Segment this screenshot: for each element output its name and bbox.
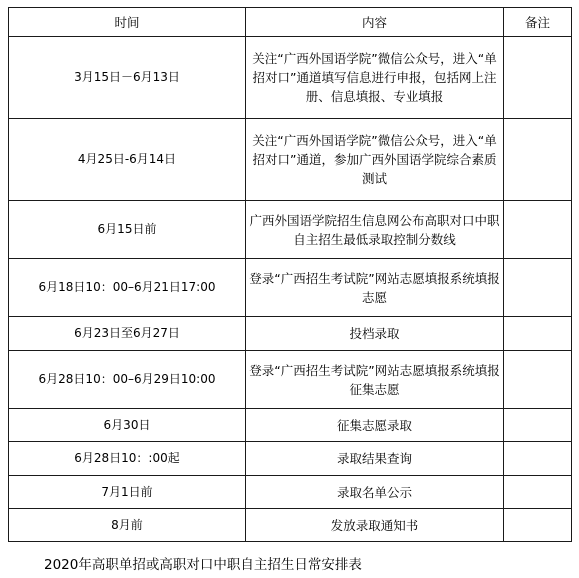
table-caption: 2020年高职单招或高职对口中职自主招生日常安排表 bbox=[44, 557, 362, 573]
content-cell: 发放录取通知书 bbox=[246, 509, 504, 542]
content-cell: 投档录取 bbox=[246, 317, 504, 351]
table-row bbox=[9, 37, 572, 119]
table-row bbox=[9, 259, 572, 317]
table-row bbox=[9, 442, 572, 476]
time-cell: 8月前 bbox=[9, 509, 246, 542]
table-row bbox=[9, 201, 572, 259]
content-cell: 登录“广西招生考试院”网站志愿填报系统填报征集志愿 bbox=[246, 351, 504, 409]
header-content: 内容 bbox=[246, 8, 504, 37]
time-cell: 6月18日10：00–6月21日17:00 bbox=[9, 259, 246, 317]
time-cell: 7月1日前 bbox=[9, 476, 246, 509]
time-cell: 6月23日至6月27日 bbox=[9, 317, 246, 351]
table-row bbox=[9, 476, 572, 509]
note-cell bbox=[504, 119, 572, 201]
note-cell bbox=[504, 351, 572, 409]
note-cell bbox=[504, 476, 572, 509]
note-cell bbox=[504, 509, 572, 542]
header-row bbox=[9, 8, 572, 37]
table-row bbox=[9, 509, 572, 542]
time-cell: 6月15日前 bbox=[9, 201, 246, 259]
note-cell bbox=[504, 37, 572, 119]
note-cell bbox=[504, 259, 572, 317]
table-row bbox=[9, 409, 572, 442]
table-row bbox=[9, 317, 572, 351]
time-cell: 6月30日 bbox=[9, 409, 246, 442]
header-note: 备注 bbox=[504, 8, 572, 37]
note-cell bbox=[504, 442, 572, 476]
time-cell: 3月15日－6月13日 bbox=[9, 37, 246, 119]
content-cell: 关注“广西外国语学院”微信公众号，进入“单招对口”通道填写信息进行申报，包括网上注册、信息填报、专业填报 bbox=[246, 37, 504, 119]
note-cell bbox=[504, 317, 572, 351]
content-cell: 关注“广西外国语学院”微信公众号，进入“单招对口”通道，参加广西外国语学院综合素质测试 bbox=[246, 119, 504, 201]
time-cell: 6月28日10：:00起 bbox=[9, 442, 246, 476]
note-cell bbox=[504, 201, 572, 259]
schedule-table bbox=[8, 7, 572, 542]
table-row bbox=[9, 351, 572, 409]
note-cell bbox=[504, 409, 572, 442]
time-cell: 4月25日-6月14日 bbox=[9, 119, 246, 201]
header-time: 时间 bbox=[9, 8, 246, 37]
content-cell: 登录“广西招生考试院”网站志愿填报系统填报志愿 bbox=[246, 259, 504, 317]
content-cell: 录取结果查询 bbox=[246, 442, 504, 476]
table-row bbox=[9, 119, 572, 201]
content-cell: 征集志愿录取 bbox=[246, 409, 504, 442]
time-cell: 6月28日10：00–6月29日10:00 bbox=[9, 351, 246, 409]
content-cell: 广西外国语学院招生信息网公布高职对口中职自主招生最低录取控制分数线 bbox=[246, 201, 504, 259]
content-cell: 录取名单公示 bbox=[246, 476, 504, 509]
